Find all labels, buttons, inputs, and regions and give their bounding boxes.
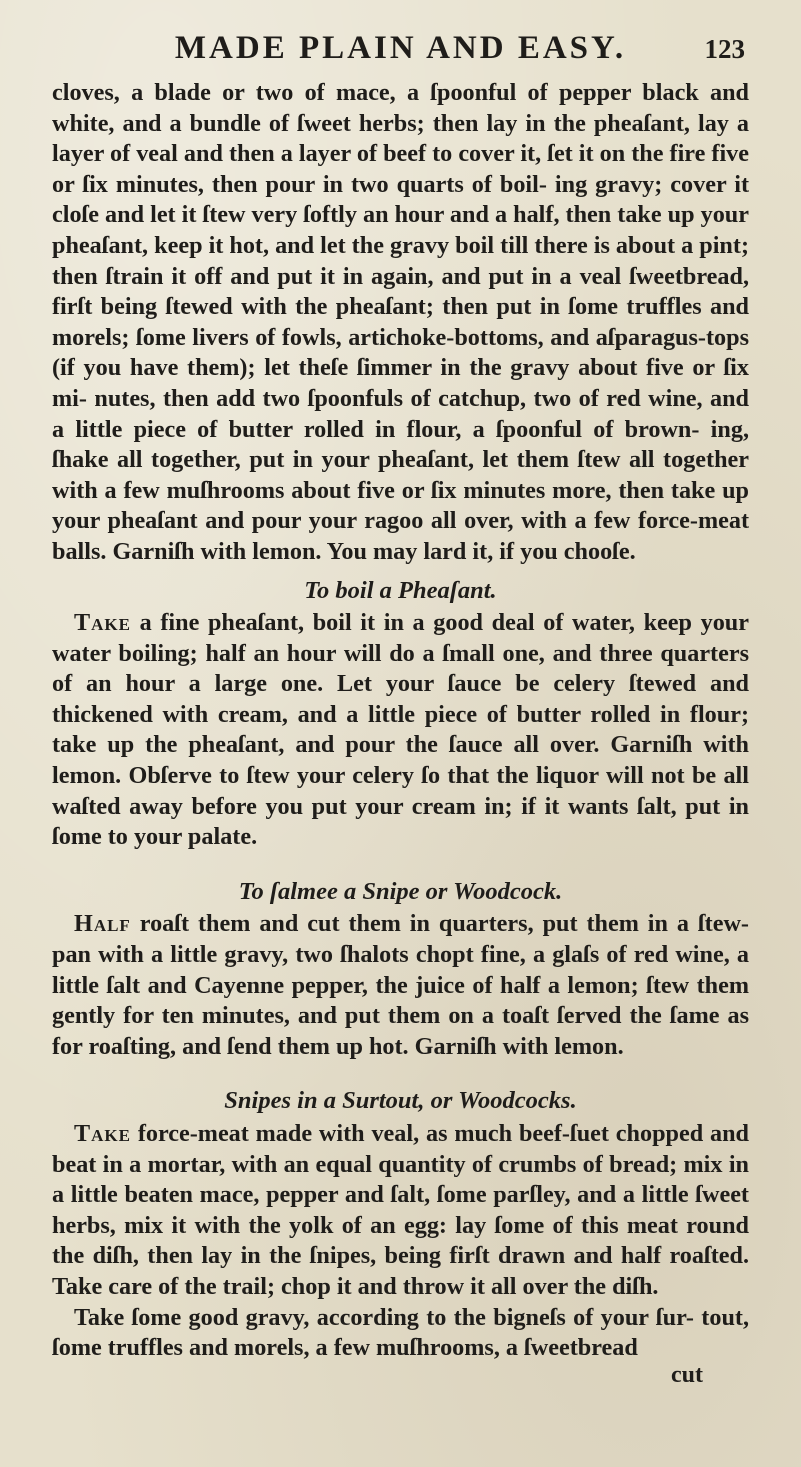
spacer [52, 1062, 749, 1078]
page-number: 123 [704, 34, 745, 64]
recipe-body: a fine pheaſant, boil it in a good deal of water, keep your water boiling; half an hour will do a ſmall one, and three quarters of an hour a large one. Let your ſauce be celery ſtewed and thickened with cream, and a little piece of butter rolled in flour; take up the pheaſant, and pour the ſauce all over. Garniſh with lemon. Obſerve to ſtew your celery ſo that the liquor will not be all waſted away before you put your cream in; if it wants ſalt, put in ſome to your palate. [52, 609, 749, 851]
lead-word: Take [74, 1120, 131, 1147]
recipe-paragraph [52, 909, 749, 1062]
recipe-title: To ſalmee a Snipe or Woodcock. [238, 877, 563, 905]
recipe-title: To boil a Pheaſant. [304, 576, 497, 604]
intro-paragraph: cloves, a blade or two of mace, a ſpoonful of pepper black and white, and a bundle of ſweet herbs; then lay in the pheaſant, lay a layer of veal and then a layer of beef to cover it, ſet it on the fire five or ſix minutes, then pour in two quarts of boil- ing gravy; cover it cloſe and let it ſtew very ſoftly an hour and a half, then take up your pheaſant, keep it hot, and let the gravy boil till there is about a pint; then ſtrain it off and put it in again, and put in a veal ſweetbread, firſt being ſtewed with the pheaſant; then put in ſome truffles and morels; ſome livers of fowls, artichoke-bottoms, and aſparagus-tops (if you have them); let theſe ſimmer in the gravy about five or ſix mi- nutes, then add two ſpoonfuls of catchup, two of red wine, and a little piece of butter rolled in flour, a ſpoonful of brown- ing, ſhake all together, put in your pheaſant, let them ſtew all together with a few muſhrooms about five or ſix minutes more, then take up your pheaſant and pour your ragoo all over, with a few force-meat balls. Garniſh with lemon. You may lard it, if you chooſe. [52, 79, 749, 565]
recipe-paragraph [52, 608, 749, 853]
lead-word: Take [74, 609, 131, 637]
recipe-body: force-meat made with veal, as much beef-ſuet chopped and beat in a mortar, with an equal quantity of crumbs of bread; mix in a little beaten mace, pepper and ſalt, ſome parſley, and a little ſweet herbs, mix it with the yolk of an egg: lay ſome of this meat round the diſh, then lay in the ſnipes, being firſt drawn and half roaſted. Take care of the trail; chop it and throw it all over the diſh. [52, 1120, 749, 1300]
recipe-continuation: Take ſome good gravy, according to the bigneſs of your ſur- tout, ſome truffles and morels, a few muſhrooms, a ſweetbread [52, 1303, 749, 1362]
recipe-paragraph [52, 1119, 749, 1303]
catchword: cut [671, 1361, 703, 1388]
recipe-title: Snipes in a Surtout, or Woodcocks. [224, 1087, 577, 1115]
page-header [52, 30, 749, 70]
page-body [52, 78, 749, 1364]
lead-word: Half [74, 910, 131, 938]
spacer [52, 853, 749, 869]
running-head: MADE PLAIN AND EASY. [174, 30, 627, 66]
recipe-body: roaſt them and cut them in quarters, put them in a ſtew-pan with a little gravy, two ſhalots chopt fine, a glaſs of red wine, a little ſalt and Cayenne pepper, the juice of half a lemon; ſtew them gently for ten minutes, and put them on a toaſt ſerved the ſame as for roaſting, and ſend them up hot. Garniſh with lemon. [52, 910, 749, 1060]
